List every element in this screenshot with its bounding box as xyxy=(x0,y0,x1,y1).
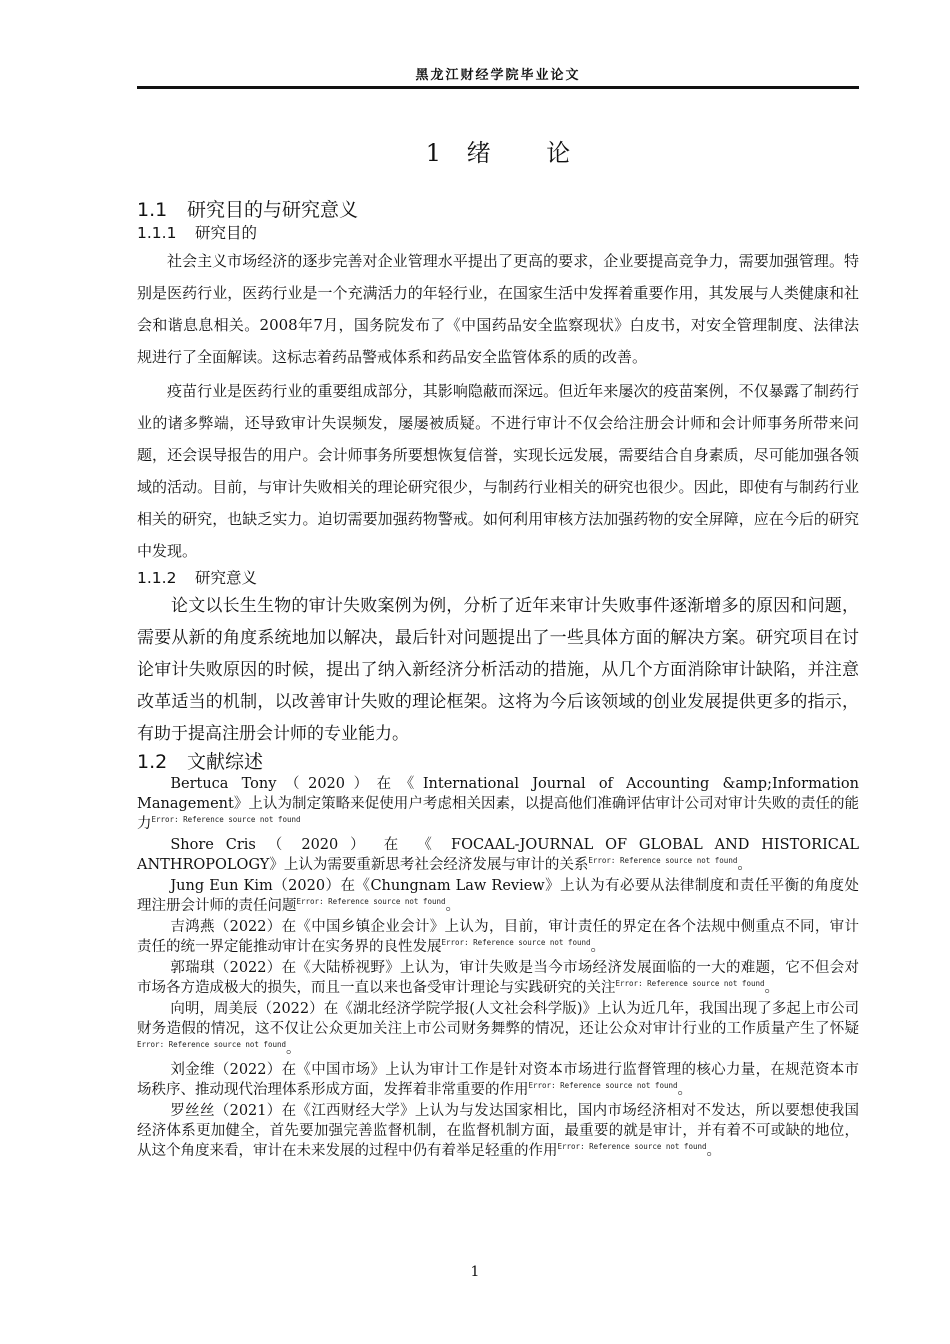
reference-entry xyxy=(137,1101,859,1161)
reference-entry xyxy=(137,917,859,957)
section-title: 文献综述 xyxy=(187,751,264,773)
significance-body xyxy=(137,590,859,750)
paragraph: 论文以长生生物的审计失败案例为例，分析了近年来审计失败事件逐渐增多的原因和问题，需要从新的角度系统地加以解决，最后针对问题提出了一些具体方面的解决方案。研究项目在讨论审计失败原因的时候，提出了纳入新经济分析活动的措施，从几个方面消除审计缺陷，并注意改革适当的机制，以改善审计失败的理论框架。这将为今后该领域的创业发展提供更多的指示，有助于提高注册会计师的专业能力。 xyxy=(137,596,859,744)
chapter-title xyxy=(137,134,859,172)
reference-error-note: Error: Reference source not found xyxy=(528,1081,678,1091)
reference-entry xyxy=(137,999,859,1059)
reference-entry xyxy=(137,958,859,998)
reference-entry xyxy=(137,1060,859,1100)
reference-text: 向明，周美辰（2022）在《湖北经济学院学报(人文社会科学版)》上认为近几年，我国出现了多起上市公司财务造假的情况，这不仅让公众更加关注上市公司财务舞弊的情况，还让公众对审计行业的工作质量产生了怀疑 xyxy=(137,1001,859,1037)
reference-text: 吉鸿燕（2022）在《中国乡镇企业会计》上认为，目前，审计责任的界定在各个法规中侧重点不同，审计责任的统一界定能推动审计在实务界的良性发展 xyxy=(137,919,859,955)
section-number: 1.1 xyxy=(137,199,168,221)
paragraph: 社会主义市场经济的逐步完善对企业管理水平提出了更高的要求，企业要提高竞争力，需要加强管理。特别是医药行业，医药行业是一个充满活力的年轻行业，在国家生活中发挥着重要作用，其发展与人类健康和社会和谐息息相关。2008年7月，国务院发布了《中国药品安全监察现状》白皮书，对安全管理制度、法律法规进行了全面解读。这标志着药品警戒体系和药品安全监管体系的质的改善。 xyxy=(137,252,859,366)
subsection-number: 1.1.1 xyxy=(137,224,177,242)
literature-review xyxy=(137,774,859,1161)
section-number: 1.2 xyxy=(137,751,168,773)
reference-end: 。 xyxy=(445,898,461,914)
section-heading-1-1 xyxy=(137,198,859,222)
subsection-heading-1-1-2 xyxy=(137,567,859,590)
chapter-title-char-1: 绪 xyxy=(466,139,491,167)
paragraph: 疫苗行业是医药行业的重要组成部分，其影响隐蔽而深远。但近年来屡次的疫苗案例，不仅暴露了制药行业的诸多弊端，还导致审计失误频发，屡屡被质疑。不进行审计不仅会给注册会计师和会计师事务所带来问题，还会误导报告的用户。会计师事务所要想恢复信誉，实现长远发展，需要结合自身素质，尽可能加强各领域的活动。目前，与审计失败相关的理论研究很少，与制药行业相关的研究也很少。因此，即使有与制药行业相关的研究，也缺乏实力。迫切需要加强药物警戒。如何利用审核方法加强药物的安全屏障，应在今后的研究中发现。 xyxy=(137,382,859,560)
reference-entry xyxy=(137,835,859,875)
reference-end: 。 xyxy=(764,980,780,996)
reference-text: Shore Cris （ 2020 ） 在 《 FOCAAL-JOURNAL OF GLOBAL AND HISTORICAL ANTHROPOLOGY》上认为需要重新思考社会经济发展与审计的关系 xyxy=(137,837,859,873)
reference-error-note: Error: Reference source not found xyxy=(137,1040,287,1050)
reference-end: 。 xyxy=(286,1041,301,1057)
page-number: 1 xyxy=(470,1264,480,1280)
reference-error-note: Error: Reference source not found xyxy=(296,897,446,907)
reference-text: Jung Eun Kim（2020）在《Chungnam Law Review》上认为有必要从法律制度和责任平衡的角度处理注册会计师的责任问题 xyxy=(137,878,859,914)
reference-error-note: Error: Reference source not found xyxy=(441,938,591,948)
page-content xyxy=(137,124,859,1162)
reference-entry xyxy=(137,876,859,916)
section-heading-1-2 xyxy=(137,750,859,774)
reference-end: 。 xyxy=(706,1143,722,1159)
subsection-title: 研究意义 xyxy=(195,569,258,587)
subsection-heading-1-1-1 xyxy=(137,222,859,245)
reference-end: 。 xyxy=(737,857,752,873)
reference-text: 郭瑞琪（2022）在《大陆桥视野》上认为，审计失败是当今市场经济发展面临的一大的难题，它不但会对市场各方造成极大的损失，而且一直以来也备受审计理论与实践研究的关注 xyxy=(137,960,859,996)
running-header: 黑龙江财经学院毕业论文 xyxy=(415,68,581,83)
reference-error-note: Error: Reference source not found xyxy=(557,1142,707,1152)
header-rule xyxy=(137,86,859,89)
reference-error-note: Error: Reference source not found xyxy=(615,979,765,989)
reference-end: 。 xyxy=(677,1082,693,1098)
reference-error-note: Error: Reference source not found xyxy=(588,856,738,866)
chapter-number: 1 xyxy=(425,139,441,167)
reference-end: 。 xyxy=(590,939,606,955)
chapter-title-char-2: 论 xyxy=(546,139,571,167)
subsection-title: 研究目的 xyxy=(195,224,258,242)
reference-text: 罗丝丝（2021）在《江西财经大学》上认为与发达国家相比，国内市场经济相对不发达，所以要想使我国经济体系更加健全，首先要加强完善监督机制，在监督机制方面，最重要的就是审计，并有着不可或缺的地位，从这个角度来看，审计在未来发展的过程中仍有着举足轻重的作用 xyxy=(137,1103,859,1159)
purpose-body xyxy=(137,245,859,567)
reference-error-note: Error: Reference source not found xyxy=(151,815,301,825)
reference-text: 刘金维（2022）在《中国市场》上认为审计工作是针对资本市场进行监督管理的核心力量，在规范资本市场秩序、推动现代治理体系形成方面，发挥着非常重要的作用 xyxy=(137,1062,859,1098)
reference-text: Bertuca Tony（2020）在《International Journal of Accounting &amp;Information Management》上认为制定策略来促使用户考虑相关因素，以提高他们准确评估审计公司对审计失败的责任的能力 xyxy=(137,776,859,832)
section-title: 研究目的与研究意义 xyxy=(187,199,359,221)
reference-entry xyxy=(137,774,859,834)
subsection-number: 1.1.2 xyxy=(137,569,177,587)
